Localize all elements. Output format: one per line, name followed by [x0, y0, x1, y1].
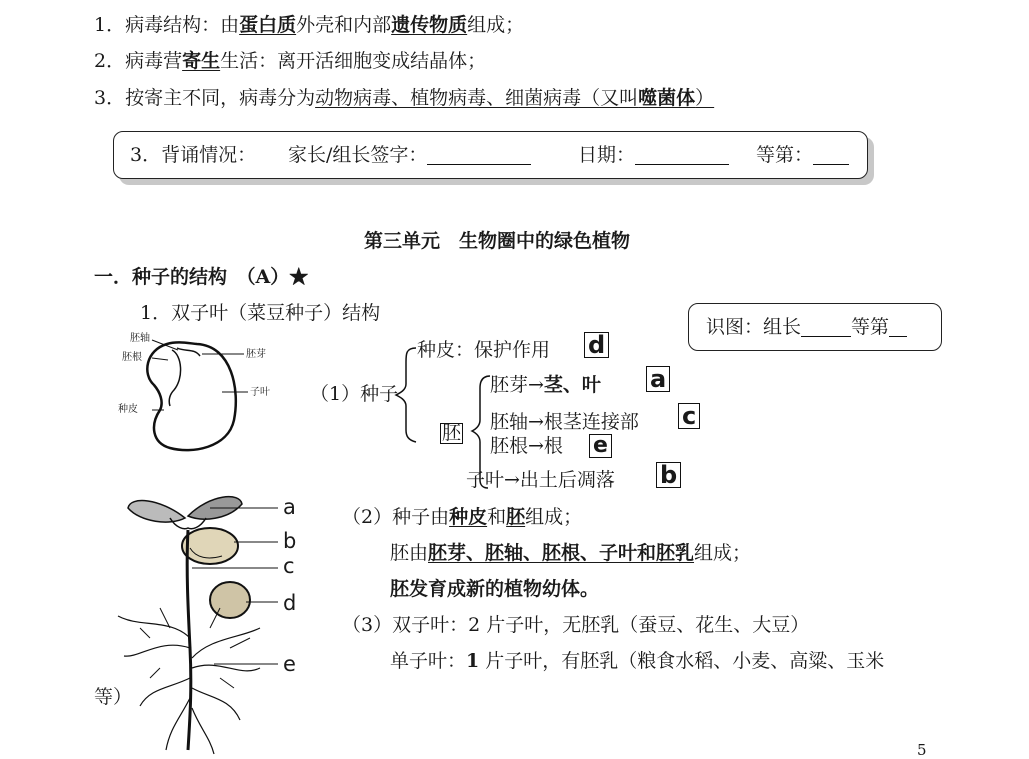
seed-tree-bud: 胚芽→茎、叶	[490, 374, 601, 396]
unit-title: 第三单元 生物圈中的绿色植物	[364, 230, 631, 252]
keyword-bacteriophage: 噬菌体	[638, 87, 696, 109]
answer-box-e: e	[589, 434, 612, 458]
seedling-label-e: e	[283, 652, 296, 676]
keyword-protein: 蛋白质	[239, 14, 297, 36]
virus-line-2: 2．病毒营寄生生活：离开活细胞变成结晶体；	[94, 50, 487, 72]
para3-line-1: （3）双子叶：2 片子叶，无胚乳（蚕豆、花生、大豆）	[342, 614, 810, 636]
seed-label-bud: 胚芽	[246, 349, 266, 360]
leader-blank[interactable]	[801, 318, 851, 337]
seed-tree-root: （1）种子	[310, 383, 399, 405]
keyword-parasitic: 寄生	[182, 50, 221, 72]
date-blank[interactable]	[635, 146, 729, 165]
seed-label-axis: 胚轴	[130, 333, 150, 344]
sign-blank[interactable]	[427, 146, 531, 165]
page-number: 5	[917, 741, 927, 759]
answer-box-c: c	[678, 403, 700, 429]
grade-label: 等第：	[756, 146, 849, 165]
seedling-label-b: b	[283, 529, 297, 553]
para3-line-2: 单子叶：1 片子叶，有胚乳（粮食水稻、小麦、高粱、玉米	[390, 650, 885, 672]
subsection-title: 1．双子叶（菜豆种子）结构	[140, 302, 381, 324]
figure-grade-blank[interactable]	[889, 318, 907, 337]
seed-label-coat: 种皮	[118, 404, 138, 415]
recite-status-label: 3．背诵情况：	[130, 144, 257, 166]
section-title: 一．种子的结构 （A）★	[94, 266, 309, 288]
para3-line-3: 等）	[94, 686, 133, 708]
bean-seed-diagram	[112, 330, 262, 460]
bean-seedling-diagram	[110, 488, 310, 758]
seed-tree-embryo: 胚	[442, 422, 462, 444]
seed-tree-coat: 种皮：保护作用	[417, 339, 551, 361]
parent-sign-label: 家长/组长签字：	[288, 146, 531, 165]
seed-tree-radicle: 胚根→根	[490, 435, 563, 457]
para2-line-1: （2）种子由种皮和胚组成；	[342, 506, 583, 528]
para2-line-3: 胚发育成新的植物幼体。	[390, 578, 600, 600]
para2-line-2: 胚由胚芽、胚轴、胚根、子叶和胚乳组成；	[390, 542, 752, 564]
grade-blank[interactable]	[813, 146, 849, 165]
seed-label-cotyledon: 子叶	[250, 387, 270, 398]
seedling-label-a: a	[283, 495, 296, 519]
answer-box-a: a	[646, 366, 670, 392]
seed-tree-cotyledon: 子叶→出土后凋落	[466, 469, 615, 491]
virus-line-3: 3．按寄主不同，病毒分为动物病毒、植物病毒、细菌病毒（又叫噬菌体）	[94, 87, 715, 109]
answer-box-d: d	[584, 332, 609, 358]
seedling-label-c: c	[283, 554, 295, 578]
virus-line-1: 1．病毒结构：由蛋白质外壳和内部遗传物质组成；	[94, 14, 525, 36]
answer-box-b: b	[656, 462, 681, 488]
seed-label-root: 胚根	[122, 352, 142, 363]
figure-check-label: 识图：组长 等第	[706, 318, 907, 337]
date-label: 日期：	[578, 146, 729, 165]
seedling-label-d: d	[283, 591, 297, 615]
keyword-genetic-material: 遗传物质	[391, 14, 468, 36]
seed-tree-axis: 胚轴→根茎连接部	[490, 411, 639, 433]
